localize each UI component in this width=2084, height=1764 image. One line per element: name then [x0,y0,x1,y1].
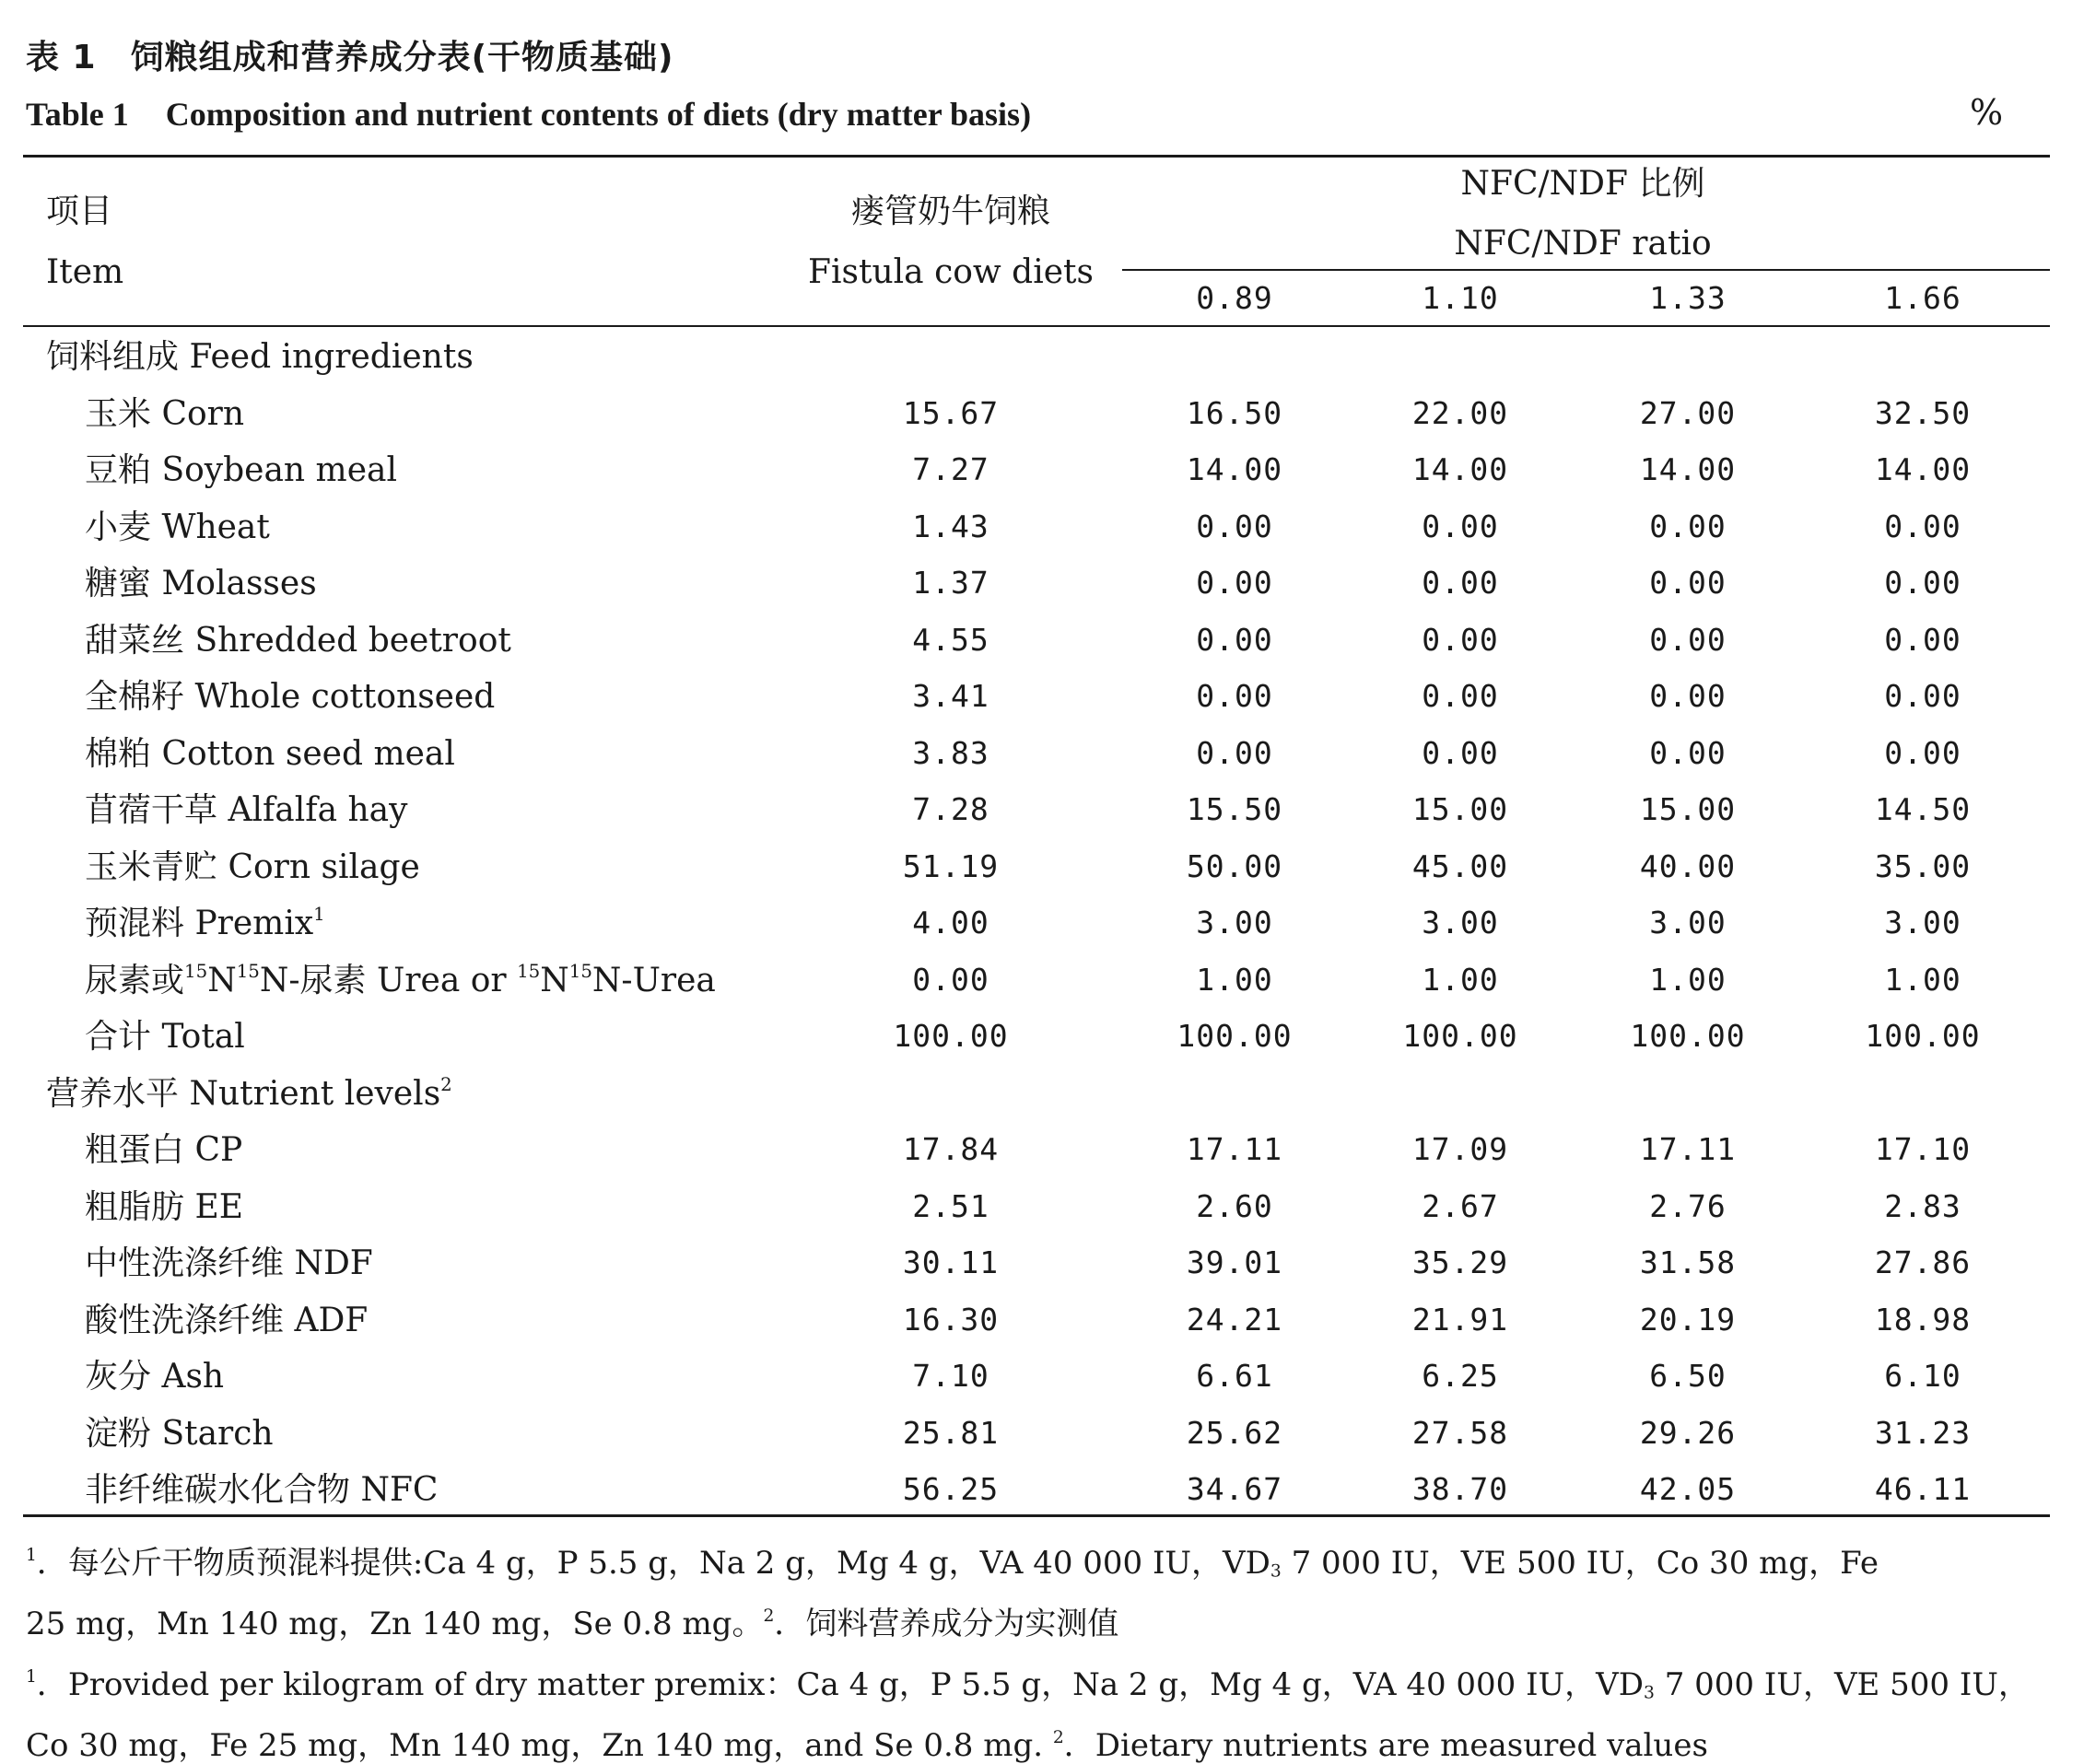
table-cell: 15.00 [1639,791,1737,827]
header-fistula-en: Fistula cow diets [808,253,1094,291]
row-label: 灰分 Ash [85,1358,225,1396]
table-cell: 14.00 [1639,451,1737,487]
header-fistula-cn: 瘘管奶牛饲粮 [850,193,1051,230]
table-cell: 0.00 [912,962,989,998]
row-label: 中性洗涤纤维 NDF [85,1244,373,1282]
table-cell: 2.76 [1649,1188,1727,1224]
table-cell: 40.00 [1639,848,1737,884]
table-cell: 2.67 [1422,1188,1499,1224]
row-label: 棉粕 Cotton seed meal [85,735,455,773]
header-item-en: Item [46,253,124,291]
unit-percent: % [1970,92,2004,133]
table-cell: 14.00 [1186,451,1283,487]
footnote-en-line2: Co 30 mg，Fe 25 mg，Mn 140 mg，Zn 140 mg，and Se 0.8 mg. $^2$．Dietary nutrients are measured values [26,1727,1708,1764]
ratio-header-1: 1.10 [1422,280,1499,316]
table-cell: 21.91 [1411,1302,1509,1338]
table-cell: 0.00 [1196,622,1273,658]
table-cell: 3.00 [1422,905,1499,940]
table-cell: 35.29 [1411,1244,1509,1280]
table-cell: 56.25 [902,1471,1000,1507]
row-label: 苜蓿干草 Alfalfa hay [85,791,408,829]
footnote-en-line1: $^1$．Provided per kilogram of dry matter premix：Ca 4 g，P 5.5 g，Na 2 g，Mg 4 g，VA 40 000 IU，$VD_3$ 7 000 IU，VE 500 IU， [26,1666,2030,1703]
header-ratio-en: NFC/NDF ratio [1454,225,1712,263]
table-cell: 50.00 [1186,848,1283,884]
table-cell: 0.00 [1884,678,1961,714]
table-cell: 0.00 [1422,678,1499,714]
table-cell: 2.51 [912,1188,989,1224]
row-label: 豆粕 Soybean meal [85,451,397,489]
table-cell: 24.21 [1186,1302,1283,1338]
table-cell: 0.00 [1649,508,1727,544]
table-cell: 7.28 [912,791,989,827]
table-cell: 39.01 [1186,1244,1283,1280]
table-cell: 0.00 [1422,565,1499,601]
row-label: 酸性洗涤纤维 ADF [85,1302,369,1339]
ratio-header-2: 1.33 [1649,280,1727,316]
table-cell: 18.98 [1874,1302,1972,1338]
footnote-cn-line2: 25 mg，Mn 140 mg，Zn 140 mg，Se 0.8 mg。$^2$．饲料营养成分为实测值 [26,1606,1119,1642]
header-item-cn: 项目 [46,193,113,230]
table-cell: 1.00 [1196,962,1273,998]
table-caption-cn: 表 1 饲粮组成和营养成分表(干物质基础) [26,39,674,76]
row-label: 非纤维碳水化合物 NFC [85,1471,439,1509]
table-cell: 16.30 [902,1302,1000,1338]
table-cell: 17.11 [1186,1131,1283,1167]
table-cell: 3.83 [912,735,989,771]
table-cell: 3.41 [912,678,989,714]
row-label: 淀粉 Starch [85,1415,274,1453]
table-cell: 0.00 [1196,565,1273,601]
table-cell: 51.19 [902,848,1000,884]
table-cell: 46.11 [1874,1471,1972,1507]
table-cell: 0.00 [1649,735,1727,771]
table-cell: 4.00 [912,905,989,940]
table-cell: 0.00 [1196,678,1273,714]
table-cell: 100.00 [1402,1018,1518,1054]
bottom-rule [23,1514,2050,1517]
table-cell: 27.00 [1639,395,1737,431]
table-cell: 0.00 [1422,735,1499,771]
row-label: 糖蜜 Molasses [85,565,317,602]
table-cell: 17.84 [902,1131,1000,1167]
table-cell: 42.05 [1639,1471,1737,1507]
table-cell: 31.23 [1874,1415,1972,1451]
table-cell: 27.86 [1874,1244,1972,1280]
table-cell: 22.00 [1411,395,1509,431]
table-cell: 35.00 [1874,848,1972,884]
table-cell: 0.00 [1196,508,1273,544]
table-cell: 1.00 [1649,962,1727,998]
row-label: 粗脂肪 EE [85,1188,244,1226]
table-cell: 100.00 [1865,1018,1981,1054]
table-cell: 7.10 [912,1358,989,1394]
table-cell: 15.00 [1411,791,1509,827]
table-cell: 38.70 [1411,1471,1509,1507]
table-cell: 14.00 [1411,451,1509,487]
footnote-cn-line1: $^1$．每公斤干物质预混料提供:Ca 4 g，P 5.5 g，Na 2 g，Mg 4 g，VA 40 000 IU，$VD_3$ 7 000 IU，VE 500 IU，Co 30 mg，Fe [26,1545,1879,1582]
table-cell: 0.00 [1422,508,1499,544]
ratio-header-0: 0.89 [1196,280,1273,316]
table-cell: 7.27 [912,451,989,487]
table-cell: 25.62 [1186,1415,1283,1451]
table-cell: 29.26 [1639,1415,1737,1451]
table-cell: 15.67 [902,395,1000,431]
table-cell: 31.58 [1639,1244,1737,1280]
table-cell: 0.00 [1649,678,1727,714]
table-cell: 17.11 [1639,1131,1737,1167]
table-cell: 3.00 [1649,905,1727,940]
section-title: 营养水平 Nutrient levels$^2$ [46,1074,452,1113]
table-cell: 6.50 [1649,1358,1727,1394]
row-label: 尿素或$^{15}N^{15}N-$尿素 Urea or $^{15}N^{15}N$-Urea [85,961,716,999]
top-rule [23,155,2050,158]
table-cell: 2.60 [1196,1188,1273,1224]
row-label: 预混料 Premix$^1$ [85,904,325,942]
ratio-header-3: 1.66 [1884,280,1961,316]
table-cell: 0.00 [1649,565,1727,601]
table-cell: 45.00 [1411,848,1509,884]
table-cell: 100.00 [893,1018,1009,1054]
table-cell: 0.00 [1884,565,1961,601]
row-label: 合计 Total [85,1018,245,1056]
table-cell: 0.00 [1884,508,1961,544]
table-cell: 6.61 [1196,1358,1273,1394]
table-cell: 1.37 [912,565,989,601]
table-title-en: Composition and nutrient contents of diets (dry matter basis) [165,96,1032,133]
table-cell: 0.00 [1884,622,1961,658]
table-cell: 16.50 [1186,395,1283,431]
table-cell: 4.55 [912,622,989,658]
table-cell: 20.19 [1639,1302,1737,1338]
table-cell: 32.50 [1874,395,1972,431]
header-ratio-cn: NFC/NDF 比例 [1460,165,1705,203]
table-cell: 14.50 [1874,791,1972,827]
row-label: 甜菜丝 Shredded beetroot [85,622,511,660]
table-cell: 1.00 [1884,962,1961,998]
table-cell: 34.67 [1186,1471,1283,1507]
section-title: 饲料组成 Feed ingredients [46,338,474,376]
row-label: 玉米青贮 Corn silage [85,848,420,886]
table-caption-en [26,95,1031,134]
table-cell: 1.00 [1422,962,1499,998]
header-rule [23,325,2050,327]
table-cell: 2.83 [1884,1188,1961,1224]
table-cell: 0.00 [1649,622,1727,658]
table-cell: 0.00 [1884,735,1961,771]
table-cell: 14.00 [1874,451,1972,487]
table-cell: 30.11 [902,1244,1000,1280]
row-label: 全棉籽 Whole cottonseed [85,678,496,716]
row-label: 小麦 Wheat [85,508,270,546]
table-cell: 15.50 [1186,791,1283,827]
table-cell: 25.81 [902,1415,1000,1451]
table-cell: 100.00 [1177,1018,1293,1054]
table-cell: 1.43 [912,508,989,544]
table-cell: 17.10 [1874,1131,1972,1167]
table-cell: 17.09 [1411,1131,1509,1167]
table-cell: 0.00 [1422,622,1499,658]
table-cell: 6.10 [1884,1358,1961,1394]
table-cell: 6.25 [1422,1358,1499,1394]
row-label: 粗蛋白 CP [85,1131,243,1169]
table-cell: 27.58 [1411,1415,1509,1451]
table-label-en: Table 1 [26,96,129,133]
table-cell: 3.00 [1196,905,1273,940]
table-cell: 100.00 [1630,1018,1746,1054]
row-label: 玉米 Corn [85,395,245,433]
ratio-subheader-rule [1122,269,2050,271]
table-cell: 0.00 [1196,735,1273,771]
table-cell: 3.00 [1884,905,1961,940]
